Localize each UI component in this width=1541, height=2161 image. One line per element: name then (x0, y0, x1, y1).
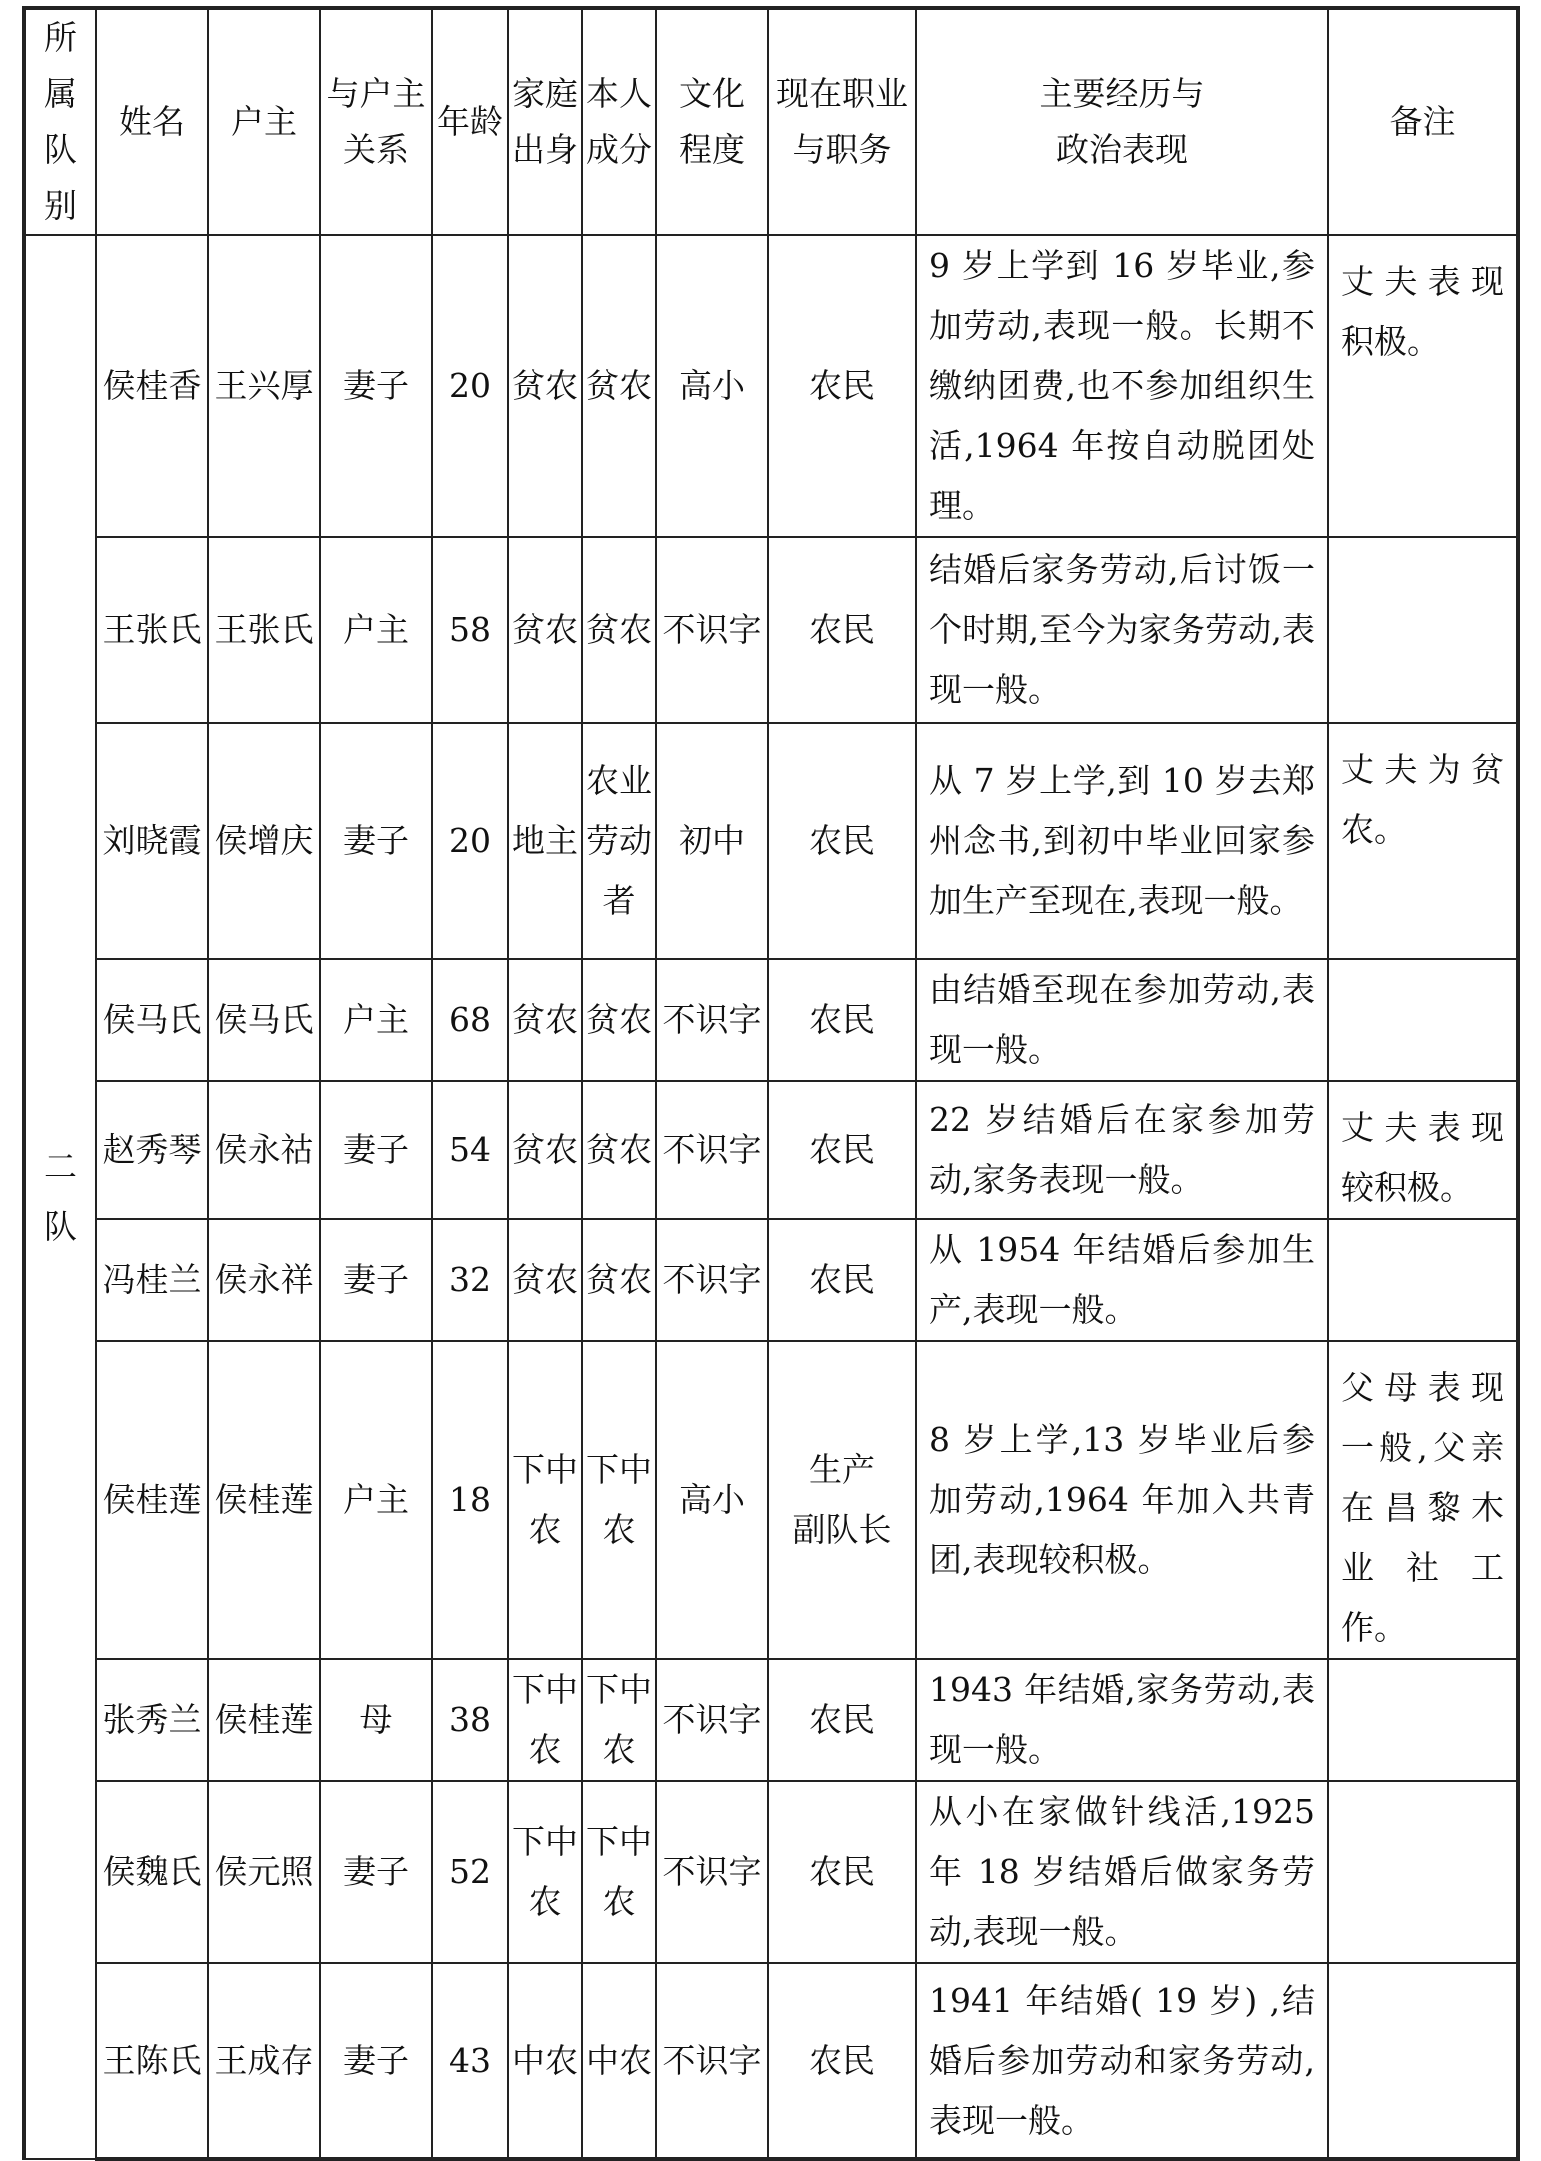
cell-name: 王陈氏 (96, 1963, 208, 2159)
header-relation: 与户主 关系 (320, 8, 432, 235)
cell-note (1328, 1963, 1518, 2159)
cell-occupation: 农民 (768, 1081, 916, 1219)
cell-history: 从 1954 年结婚后参加生产,表现一般。 (916, 1219, 1328, 1341)
cell-occupation: 农民 (768, 723, 916, 959)
cell-name: 侯马氏 (96, 959, 208, 1081)
cell-education: 不识字 (656, 1781, 768, 1963)
cell-history: 从小在家做针线活,1925 年 18 岁结婚后做家务劳动,表现一般。 (916, 1781, 1328, 1963)
cell-note: 丈夫表现积极。 (1328, 235, 1518, 537)
table-row (24, 959, 1518, 1081)
cell-family-origin: 贫农 (508, 959, 582, 1081)
cell-family-origin: 贫农 (508, 537, 582, 723)
cell-note: 丈夫表现较积极。 (1328, 1081, 1518, 1219)
cell-household-head: 侯桂莲 (208, 1659, 320, 1781)
header-occupation: 现在职业 与职务 (768, 8, 916, 235)
cell-relation: 妻子 (320, 235, 432, 537)
cell-personal-class: 贫农 (582, 235, 656, 537)
table-row (24, 1963, 1518, 2159)
cell-name: 侯桂香 (96, 235, 208, 537)
cell-age: 18 (432, 1341, 508, 1659)
cell-name: 侯魏氏 (96, 1781, 208, 1963)
header-family-origin: 家庭 出身 (508, 8, 582, 235)
cell-family-origin: 贫农 (508, 1219, 582, 1341)
cell-family-origin: 下中 农 (508, 1659, 582, 1781)
header-history: 主要经历与 政治表现 (916, 8, 1328, 235)
cell-household-head: 王兴厚 (208, 235, 320, 537)
cell-family-origin: 贫农 (508, 1081, 582, 1219)
cell-note (1328, 537, 1518, 723)
cell-education: 高小 (656, 1341, 768, 1659)
cell-relation: 户主 (320, 1341, 432, 1659)
table-row (24, 1659, 1518, 1781)
cell-personal-class: 贫农 (582, 537, 656, 723)
cell-personal-class: 贫农 (582, 1219, 656, 1341)
cell-history: 1941 年结婚( 19 岁) ,结婚后参加劳动和家务劳动,表现一般。 (916, 1963, 1328, 2159)
table-row (24, 235, 1518, 537)
cell-relation: 户主 (320, 959, 432, 1081)
cell-personal-class: 贫农 (582, 1081, 656, 1219)
cell-personal-class: 下中 农 (582, 1341, 656, 1659)
cell-age: 52 (432, 1781, 508, 1963)
cell-relation: 户主 (320, 537, 432, 723)
cell-note (1328, 959, 1518, 1081)
cell-household-head: 侯马氏 (208, 959, 320, 1081)
member-table (22, 6, 1520, 2161)
cell-note: 丈夫为贫农。 (1328, 723, 1518, 959)
cell-personal-class: 下中 农 (582, 1781, 656, 1963)
table-row (24, 1781, 1518, 1963)
header-age: 年龄 (432, 8, 508, 235)
cell-personal-class: 下中 农 (582, 1659, 656, 1781)
cell-family-origin: 中农 (508, 1963, 582, 2159)
cell-personal-class: 中农 (582, 1963, 656, 2159)
cell-age: 58 (432, 537, 508, 723)
header-education: 文化 程度 (656, 8, 768, 235)
header-row (24, 8, 1518, 235)
cell-occupation: 农民 (768, 1781, 916, 1963)
cell-history: 9 岁上学到 16 岁毕业,参加劳动,表现一般。长期不缴纳团费,也不参加组织生活,1964 年按自动脱团处理。 (916, 235, 1328, 537)
cell-occupation: 农民 (768, 1963, 916, 2159)
cell-household-head: 侯桂莲 (208, 1341, 320, 1659)
table-row (24, 1341, 1518, 1659)
cell-relation: 母 (320, 1659, 432, 1781)
cell-personal-class: 农业 劳动 者 (582, 723, 656, 959)
cell-name: 王张氏 (96, 537, 208, 723)
table-row (24, 1219, 1518, 1341)
cell-team: 二队 (24, 235, 96, 2159)
cell-household-head: 侯永祥 (208, 1219, 320, 1341)
cell-note (1328, 1219, 1518, 1341)
cell-age: 20 (432, 235, 508, 537)
cell-age: 38 (432, 1659, 508, 1781)
header-name: 姓名 (96, 8, 208, 235)
cell-family-origin: 下中 农 (508, 1341, 582, 1659)
cell-history: 从 7 岁上学,到 10 岁去郑州念书,到初中毕业回家参加生产至现在,表现一般。 (916, 723, 1328, 959)
cell-education: 不识字 (656, 1219, 768, 1341)
cell-household-head: 王张氏 (208, 537, 320, 723)
cell-occupation: 农民 (768, 1659, 916, 1781)
cell-name: 刘晓霞 (96, 723, 208, 959)
header-personal-class: 本人 成分 (582, 8, 656, 235)
cell-education: 不识字 (656, 1963, 768, 2159)
cell-history: 22 岁结婚后在家参加劳动,家务表现一般。 (916, 1081, 1328, 1219)
cell-age: 32 (432, 1219, 508, 1341)
cell-name: 冯桂兰 (96, 1219, 208, 1341)
table-row (24, 723, 1518, 959)
cell-education: 初中 (656, 723, 768, 959)
table-row (24, 1081, 1518, 1219)
cell-relation: 妻子 (320, 1963, 432, 2159)
cell-education: 不识字 (656, 1081, 768, 1219)
cell-history: 8 岁上学,13 岁毕业后参加劳动,1964 年加入共青团,表现较积极。 (916, 1341, 1328, 1659)
cell-education: 不识字 (656, 959, 768, 1081)
cell-occupation: 农民 (768, 235, 916, 537)
cell-family-origin: 贫农 (508, 235, 582, 537)
cell-relation: 妻子 (320, 1219, 432, 1341)
cell-age: 54 (432, 1081, 508, 1219)
cell-name: 张秀兰 (96, 1659, 208, 1781)
cell-household-head: 王成存 (208, 1963, 320, 2159)
cell-history: 结婚后家务劳动,后讨饭一个时期,至今为家务劳动,表现一般。 (916, 537, 1328, 723)
cell-personal-class: 贫农 (582, 959, 656, 1081)
cell-history: 1943 年结婚,家务劳动,表现一般。 (916, 1659, 1328, 1781)
cell-occupation: 农民 (768, 959, 916, 1081)
cell-age: 20 (432, 723, 508, 959)
cell-occupation: 农民 (768, 1219, 916, 1341)
table-row (24, 537, 1518, 723)
cell-note (1328, 1781, 1518, 1963)
cell-relation: 妻子 (320, 723, 432, 959)
cell-note: 父母表现一般,父亲在昌黎木业社工作。 (1328, 1341, 1518, 1659)
cell-household-head: 侯永祜 (208, 1081, 320, 1219)
cell-family-origin: 地主 (508, 723, 582, 959)
cell-household-head: 侯元照 (208, 1781, 320, 1963)
cell-occupation: 农民 (768, 537, 916, 723)
cell-name: 侯桂莲 (96, 1341, 208, 1659)
cell-education: 不识字 (656, 537, 768, 723)
cell-note (1328, 1659, 1518, 1781)
header-team: 所属 队别 (24, 8, 96, 235)
header-household-head: 户主 (208, 8, 320, 235)
cell-history: 由结婚至现在参加劳动,表现一般。 (916, 959, 1328, 1081)
cell-occupation: 生产 副队长 (768, 1341, 916, 1659)
header-note: 备注 (1328, 8, 1518, 235)
cell-age: 68 (432, 959, 508, 1081)
cell-family-origin: 下中 农 (508, 1781, 582, 1963)
cell-age: 43 (432, 1963, 508, 2159)
cell-education: 不识字 (656, 1659, 768, 1781)
cell-household-head: 侯增庆 (208, 723, 320, 959)
cell-relation: 妻子 (320, 1781, 432, 1963)
cell-relation: 妻子 (320, 1081, 432, 1219)
cell-education: 高小 (656, 235, 768, 537)
cell-name: 赵秀琴 (96, 1081, 208, 1219)
